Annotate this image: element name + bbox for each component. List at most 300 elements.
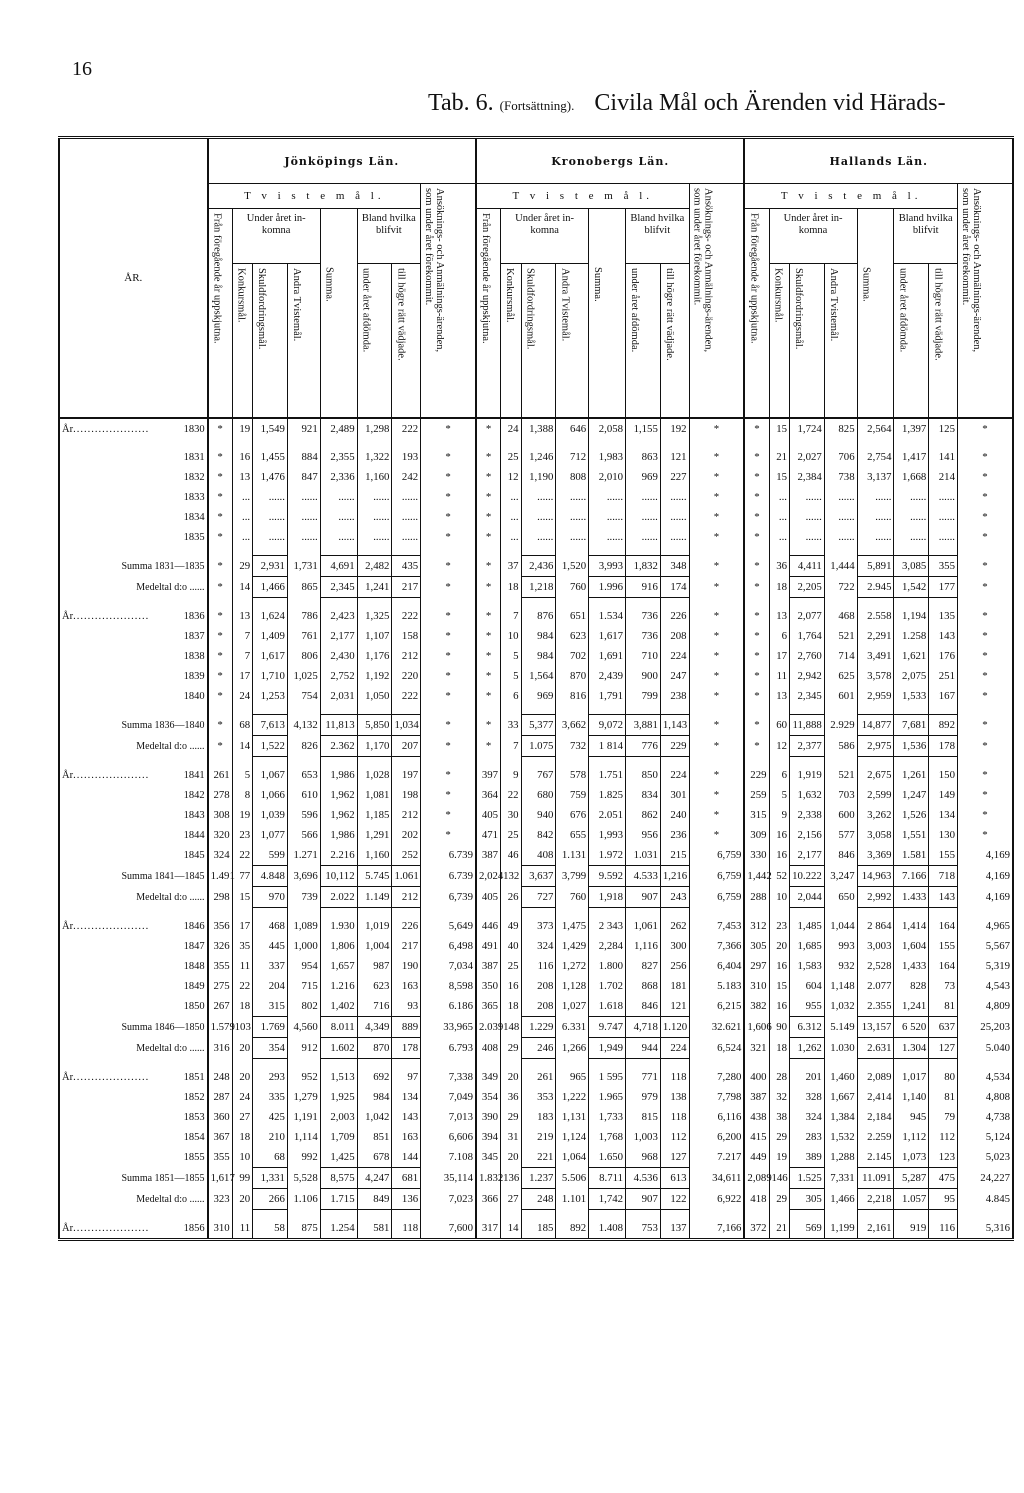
table-cell: ...... (556, 507, 589, 527)
table-title (428, 90, 946, 117)
table-cell: 198 (392, 785, 421, 805)
table-cell: 5.745 (357, 866, 392, 887)
table-cell: 2,205 (789, 577, 824, 598)
table-cell: 1.271 (287, 845, 320, 866)
table-cell: 1.304 (894, 1038, 929, 1059)
row-label: 1837 (183, 630, 205, 642)
table-cell: 22 (232, 976, 252, 996)
row-label: Summa 1836—1840 (121, 719, 205, 731)
table-cell: 158 (392, 626, 421, 646)
table-cell: * (421, 666, 476, 686)
table-cell: 1,124 (556, 1127, 589, 1147)
table-cell: 29 (769, 1127, 789, 1147)
table-cell: ...... (789, 507, 824, 527)
table-cell: 37 (501, 556, 521, 577)
row-label: 1855 (183, 1151, 205, 1163)
table-cell: 7,013 (421, 1107, 476, 1127)
table-cell: 17 (232, 916, 252, 936)
table-cell: 387 (744, 1087, 769, 1107)
table-cell: 80 (929, 1067, 958, 1087)
table-cell: 907 (626, 1189, 661, 1210)
table-cell: 776 (626, 736, 661, 757)
table-cell: 201 (789, 1067, 824, 1087)
table-cell: 1.031 (626, 845, 661, 866)
table-cell: 1,218 (521, 577, 556, 598)
table-cell: 217 (392, 577, 421, 598)
table-cell: 1,044 (824, 916, 857, 936)
table-cell: 36 (769, 556, 789, 577)
table-cell: 6,498 (421, 936, 476, 956)
table-cell: 2,089 (857, 1067, 894, 1087)
table-cell: 415 (744, 1127, 769, 1147)
table-cell: 1 814 (589, 736, 626, 757)
table-cell: * (957, 447, 1013, 467)
table-cell: 9.592 (589, 866, 626, 887)
table-row (59, 1067, 1013, 1087)
konkursmal-header: Konkursmål. (501, 264, 521, 419)
table-cell: 4,132 (287, 715, 320, 736)
table-cell: 5.040 (957, 1038, 1013, 1059)
table-cell: * (957, 467, 1013, 487)
table-cell: 24,227 (957, 1168, 1013, 1189)
vadjade-header: till högre rätt vädjade. (660, 264, 689, 419)
table-cell: 49 (501, 916, 521, 936)
table-cell: 122 (660, 1189, 689, 1210)
table-cell: 771 (626, 1067, 661, 1087)
table-cell: * (421, 765, 476, 785)
table-cell: 240 (660, 805, 689, 825)
table-cell: 715 (287, 976, 320, 996)
table-cell: 970 (253, 887, 288, 908)
bland-hvilka-header: Bland hvilka blifvit (894, 209, 958, 264)
row-label: 1838 (183, 650, 205, 662)
ansokningar-header: Ansöknings- och Anmälnings-ärenden, som under året förekommit. (957, 184, 1013, 419)
table-cell: 275 (208, 976, 233, 996)
table-cell: * (957, 785, 1013, 805)
table-cell: * (208, 577, 233, 598)
table-cell: 348 (660, 556, 689, 577)
table-cell: * (476, 646, 501, 666)
table-cell: ... (769, 527, 789, 547)
table-cell: * (689, 686, 744, 706)
table-cell: 1,190 (521, 467, 556, 487)
table-cell: 1,064 (556, 1147, 589, 1168)
vadjade-header: till högre rätt vädjade. (392, 264, 421, 419)
table-row (59, 1087, 1013, 1107)
table-cell: 1,533 (894, 686, 929, 706)
table-cell: 6,404 (689, 956, 744, 976)
table-cell: 3,881 (626, 715, 661, 736)
table-cell: 2,044 (789, 887, 824, 908)
table-cell: 324 (521, 936, 556, 956)
table-row (59, 507, 1013, 527)
table-cell: ...... (253, 487, 288, 507)
table-row (59, 765, 1013, 785)
ansokningar-header: Ansöknings- och Anmälnings-ärenden, som under året förekommit. (689, 184, 744, 419)
table-cell: 1,279 (287, 1087, 320, 1107)
table-cell: 288 (744, 887, 769, 908)
table-cell: ...... (320, 527, 357, 547)
table-row (59, 715, 1013, 736)
table-cell: 738 (824, 467, 857, 487)
table-cell: 372 (744, 1218, 769, 1240)
table-cell: 868 (626, 976, 661, 996)
table-cell: 1,986 (320, 825, 357, 845)
table-cell: 2,161 (857, 1218, 894, 1240)
table-row (59, 1168, 1013, 1189)
table-cell: 1,253 (253, 686, 288, 706)
table-cell: 4,169 (957, 845, 1013, 866)
table-cell: 6.739 (421, 866, 476, 887)
table-cell: 1,455 (253, 447, 288, 467)
table-cell: 1.106 (287, 1189, 320, 1210)
table-cell: ...... (521, 507, 556, 527)
table-cell: 135 (929, 606, 958, 626)
table-cell: 623 (357, 976, 392, 996)
table-cell: 400 (744, 1067, 769, 1087)
table-cell: 18 (769, 577, 789, 598)
table-cell: 5,567 (957, 936, 1013, 956)
row-label: Medeltal d:o ...... (136, 891, 205, 903)
table-cell: 1.769 (253, 1017, 288, 1038)
table-cell: 604 (789, 976, 824, 996)
table-cell: 680 (521, 785, 556, 805)
table-cell: 212 (392, 887, 421, 908)
table-cell: 8.011 (320, 1017, 357, 1038)
table-cell: 6,215 (689, 996, 744, 1017)
table-cell: 261 (208, 765, 233, 785)
table-cell: 1.972 (589, 845, 626, 866)
table-cell: 16 (769, 996, 789, 1017)
table-cell: 298 (208, 887, 233, 908)
table-cell: * (957, 418, 1013, 439)
table-cell: 8,575 (320, 1168, 357, 1189)
table-cell: ...... (857, 507, 894, 527)
table-cell: 714 (824, 646, 857, 666)
table-cell: 287 (208, 1087, 233, 1107)
table-cell: 3,262 (857, 805, 894, 825)
table-cell: ... (232, 507, 252, 527)
table-cell: 610 (287, 785, 320, 805)
table-cell: 16 (232, 447, 252, 467)
table-cell: 3,637 (521, 866, 556, 887)
table-cell: 405 (476, 805, 501, 825)
table-cell: * (744, 626, 769, 646)
table-cell: 1,261 (894, 765, 929, 785)
table-cell: 1,624 (253, 606, 288, 626)
table-cell: 418 (744, 1189, 769, 1210)
table-cell: * (744, 447, 769, 467)
table-cell: 1.832 (476, 1168, 501, 1189)
table-cell: ...... (929, 507, 958, 527)
row-label: Summa 1831—1835 (121, 560, 205, 572)
table-cell: ... (501, 507, 521, 527)
table-cell: * (421, 447, 476, 467)
row-label: 1835 (183, 531, 205, 543)
table-cell: 1,768 (589, 1127, 626, 1147)
row-label: Medeltal d:o ...... (136, 740, 205, 752)
table-cell: 653 (287, 765, 320, 785)
table-cell: 2 864 (857, 916, 894, 936)
table-cell: ... (769, 487, 789, 507)
table-cell: * (689, 825, 744, 845)
table-cell: ...... (824, 527, 857, 547)
row-label: 1833 (183, 491, 205, 503)
table-cell: 1,322 (357, 447, 392, 467)
table-cell: 174 (660, 577, 689, 598)
table-cell: 3,491 (857, 646, 894, 666)
table-cell: 310 (744, 976, 769, 996)
table-cell: 2.077 (857, 976, 894, 996)
table-cell: 5,377 (521, 715, 556, 736)
table-cell: 802 (287, 996, 320, 1017)
tvistemal-group-header: T v i s t e m å l. (744, 184, 957, 209)
table-cell: 2,345 (789, 686, 824, 706)
table-cell: ...... (589, 507, 626, 527)
table-cell: 32 (769, 1087, 789, 1107)
table-cell: 825 (824, 418, 857, 439)
table-cell: * (208, 606, 233, 626)
table-cell: 987 (357, 956, 392, 976)
table-cell: 754 (287, 686, 320, 706)
table-cell: 1,806 (320, 936, 357, 956)
table-cell: 1,949 (589, 1038, 626, 1059)
table-cell: 1,668 (894, 467, 929, 487)
table-cell: 1,617 (589, 626, 626, 646)
table-cell: 7,681 (894, 715, 929, 736)
table-cell: 1,073 (894, 1147, 929, 1168)
table-cell: * (689, 805, 744, 825)
table-cell: 190 (392, 956, 421, 976)
row-label: Medeltal d:o ...... (136, 1193, 205, 1205)
table-row (59, 666, 1013, 686)
table-cell: 118 (660, 1107, 689, 1127)
table-cell: 24 (501, 418, 521, 439)
table-cell: 578 (556, 765, 589, 785)
table-cell: * (421, 686, 476, 706)
table-cell: 14 (232, 577, 252, 598)
row-label: 1844 (183, 829, 205, 841)
table-cell: 7,034 (421, 956, 476, 976)
table-cell: 846 (626, 996, 661, 1017)
table-cell: 350 (476, 976, 501, 996)
table-cell: 1.825 (589, 785, 626, 805)
table-cell: * (957, 487, 1013, 507)
table-cell: 1.258 (894, 626, 929, 646)
table-cell: 293 (253, 1067, 288, 1087)
table-cell: ...... (789, 527, 824, 547)
table-row (59, 825, 1013, 845)
table-cell: 4.845 (957, 1189, 1013, 1210)
table-cell: 2,436 (521, 556, 556, 577)
table-cell: 3,085 (894, 556, 929, 577)
table-cell: 1,199 (824, 1218, 857, 1240)
table-cell: 2,291 (857, 626, 894, 646)
table-cell: 6 (769, 765, 789, 785)
under-aret-header: Under året in-komna (769, 209, 857, 264)
table-cell: 335 (253, 1087, 288, 1107)
table-cell: * (744, 527, 769, 547)
table-cell: 3,247 (824, 866, 857, 887)
table-cell: 13 (232, 606, 252, 626)
row-label: År..................... 1830 (59, 418, 208, 439)
table-cell: ...... (857, 527, 894, 547)
table-cell: 2,430 (320, 646, 357, 666)
table-cell: 5,124 (957, 1127, 1013, 1147)
table-cell: 4,169 (957, 866, 1013, 887)
lan-header: Hallands Län. (744, 138, 1013, 184)
table-cell: 167 (929, 686, 958, 706)
table-cell: 1.131 (556, 845, 589, 866)
bland-hvilka-header: Bland hvilka blifvit (626, 209, 690, 264)
table-cell: 956 (626, 825, 661, 845)
table-cell: 365 (476, 996, 501, 1017)
table-cell: * (957, 666, 1013, 686)
table-cell: 121 (660, 447, 689, 467)
table-cell: 1,918 (589, 887, 626, 908)
table-cell: 1.579 (208, 1017, 233, 1038)
table-cell: 164 (929, 956, 958, 976)
table-cell: 1,962 (320, 805, 357, 825)
table-cell: * (689, 556, 744, 577)
table-cell: 965 (556, 1067, 589, 1087)
afdomda-header: under året afdömda. (894, 264, 929, 419)
table-cell: 1,606 (744, 1017, 769, 1038)
table-cell: 148 (501, 1017, 521, 1038)
table-cell: 969 (521, 686, 556, 706)
table-cell: 912 (287, 1038, 320, 1059)
table-cell: 1,155 (626, 418, 661, 439)
table-cell: 21 (769, 447, 789, 467)
table-cell: * (957, 606, 1013, 626)
table-cell: ... (501, 487, 521, 507)
table-cell: 5,287 (894, 1168, 929, 1189)
table-cell: 4.536 (626, 1168, 661, 1189)
table-cell: 3,137 (857, 467, 894, 487)
table-cell: 834 (626, 785, 661, 805)
table-cell: 1,107 (357, 626, 392, 646)
table-row (59, 1218, 1013, 1240)
table-cell: 176 (929, 646, 958, 666)
table-cell: 305 (789, 1189, 824, 1210)
table-row (59, 996, 1013, 1017)
table-cell: 220 (392, 666, 421, 686)
table-cell: 300 (660, 936, 689, 956)
table-cell: * (421, 577, 476, 598)
table-cell: * (957, 507, 1013, 527)
table-cell: 137 (660, 1218, 689, 1240)
table-cell: 123 (929, 1147, 958, 1168)
table-cell: 1,685 (789, 936, 824, 956)
table-cell: 816 (556, 686, 589, 706)
table-cell: 68 (232, 715, 252, 736)
table-cell: 1,131 (556, 1107, 589, 1127)
table-cell: 2,184 (857, 1107, 894, 1127)
table-cell: 7,280 (689, 1067, 744, 1087)
table-cell: 6,922 (689, 1189, 744, 1210)
table-cell: 330 (744, 845, 769, 866)
table-cell: 1,004 (357, 936, 392, 956)
table-cell: 1.057 (894, 1189, 929, 1210)
table-cell: 1.216 (320, 976, 357, 996)
row-label: År..................... 1856 (62, 1222, 205, 1234)
table-cell: 2,031 (320, 686, 357, 706)
table-cell: 808 (556, 467, 589, 487)
table-cell: 242 (392, 467, 421, 487)
table-cell: 13 (769, 686, 789, 706)
table-cell: 7,798 (689, 1087, 744, 1107)
table-cell: 1,993 (589, 825, 626, 845)
table-cell: 11 (232, 956, 252, 976)
table-cell: 7,600 (421, 1218, 476, 1240)
table-cell: 310 (208, 1218, 233, 1240)
table-cell: 1.534 (589, 606, 626, 626)
table-cell: 181 (660, 976, 689, 996)
table-cell: 24 (232, 686, 252, 706)
table-cell: 916 (626, 577, 661, 598)
table-cell: ...... (287, 527, 320, 547)
konkursmal-header: Konkursmål. (769, 264, 789, 419)
table-cell: 390 (476, 1107, 501, 1127)
table-cell: 1,241 (894, 996, 929, 1017)
table-cell: * (208, 527, 233, 547)
table-cell: 1,986 (320, 765, 357, 785)
table-cell: ...... (660, 487, 689, 507)
table-cell: 678 (357, 1147, 392, 1168)
table-cell: ...... (857, 487, 894, 507)
table-cell: 2,942 (789, 666, 824, 686)
table-cell: * (421, 606, 476, 626)
table-cell: 118 (660, 1067, 689, 1087)
table-cell: 9 (501, 765, 521, 785)
table-cell: 1.408 (589, 1218, 626, 1240)
row-label: År..................... 1841 (62, 769, 205, 781)
table-cell: 408 (476, 1038, 501, 1059)
table-cell: 355 (208, 956, 233, 976)
table-cell: 19 (769, 1147, 789, 1168)
table-cell: 1,067 (253, 765, 288, 785)
table-row (59, 447, 1013, 467)
table-cell: 29 (501, 1107, 521, 1127)
table-cell: 1.930 (320, 916, 357, 936)
table-cell: 875 (287, 1218, 320, 1240)
table-cell: 919 (894, 1218, 929, 1240)
row-label: 1848 (183, 960, 205, 972)
table-cell: 4,808 (957, 1087, 1013, 1107)
table-cell: 1 595 (589, 1067, 626, 1087)
table-cell: 224 (660, 646, 689, 666)
table-cell: 712 (556, 447, 589, 467)
table-cell: 596 (287, 805, 320, 825)
table-cell: 16 (501, 976, 521, 996)
table-cell: 183 (521, 1107, 556, 1127)
table-cell: * (421, 626, 476, 646)
table-cell: 121 (660, 996, 689, 1017)
table-cell: 2.216 (320, 845, 357, 866)
table-cell: 2,077 (789, 606, 824, 626)
table-cell: 900 (626, 666, 661, 686)
row-label: 1843 (183, 809, 205, 821)
table-cell: 143 (392, 1107, 421, 1127)
table-cell: * (476, 467, 501, 487)
table-cell: * (421, 467, 476, 487)
table-cell: 1,247 (894, 785, 929, 805)
table-cell: 20 (501, 1147, 521, 1168)
table-row (59, 976, 1013, 996)
table-cell: * (476, 736, 501, 757)
table-cell: 1,081 (357, 785, 392, 805)
table-cell: 130 (929, 825, 958, 845)
